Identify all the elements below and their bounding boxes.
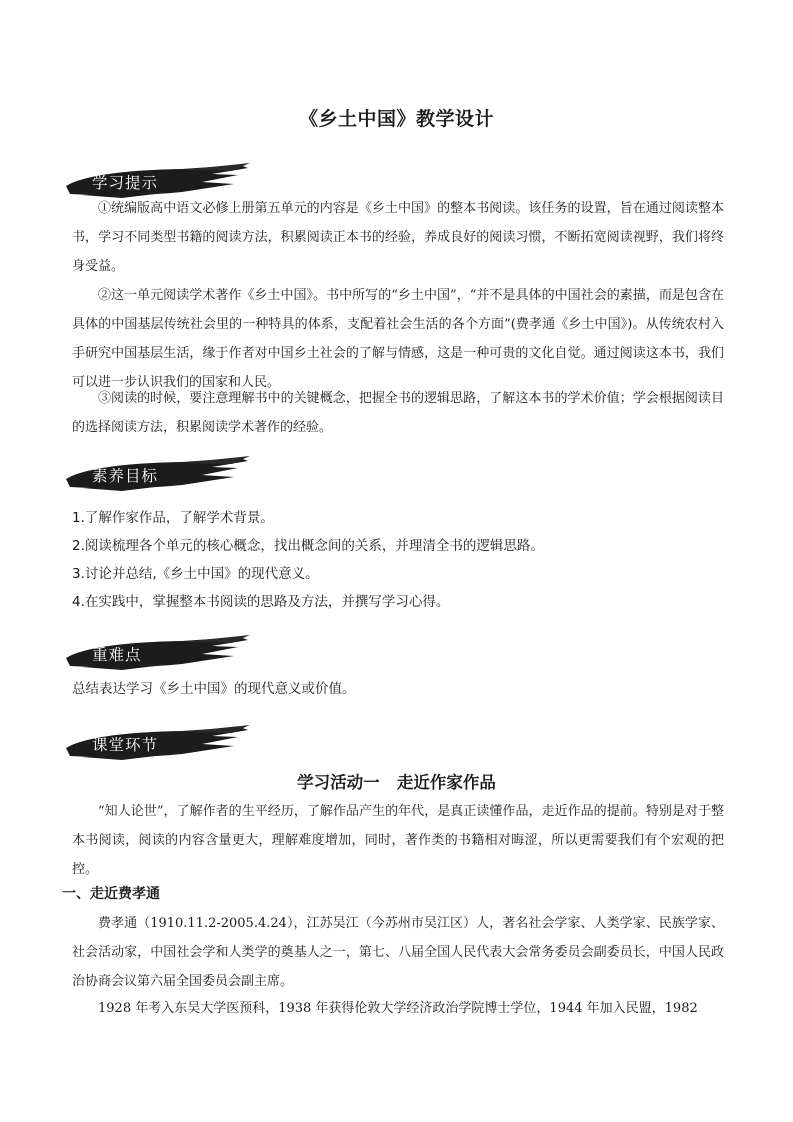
list-item: 4.在实践中，掌握整本书阅读的思路及方法，并撰写学习心得。 — [72, 594, 450, 610]
subheading-fei-xiaotong: 一、走近费孝通 — [62, 886, 160, 902]
section-banner-key-points — [62, 634, 252, 674]
document-title: 《乡土中国》教学设计 — [298, 108, 494, 130]
ink-brush-stroke-icon — [62, 634, 252, 674]
section-label-class-steps: 课堂环节 — [92, 736, 159, 754]
section-banner-goals — [62, 455, 252, 495]
activity-title: 学习活动一 走近作家作品 — [297, 773, 496, 792]
list-item: 3.讨论并总结,《乡土中国》的现代意义。 — [72, 566, 319, 582]
list-item: 1.了解作家作品，了解学术背景。 — [72, 510, 274, 526]
list-item: 2.阅读梳理各个单元的核心概念，找出概念间的关系，并理清全书的逻辑思路。 — [72, 538, 544, 554]
tips-paragraph-2: ②这一单元阅读学术著作《乡土中国》。书中所写的“乡土中国”，“并不是具体的中国社会的素描，而是包含在具体的中国基层传统社会里的一种特具的体系，支配着社会生活的各个方面”(费孝通《乡土中国》)。从传统农村入手研究中国基层生活，缘于作者对中国乡土社会的了解与情感，这是一种可贵的文化自觉。通过阅读这本书，我们可以进一步认识我们的国家和人民。 — [72, 288, 724, 390]
section-label-key-points: 重难点 — [92, 646, 142, 664]
section-label-goals: 素养目标 — [92, 467, 159, 485]
key-points-text: 总结表达学习《乡土中国》的现代意义或价值。 — [72, 681, 356, 697]
section-banner-class-steps — [62, 724, 252, 764]
tips-paragraph-3: ③阅读的时候，要注意理解书中的关键概念，把握全书的逻辑思路，了解这本书的学术价值；学会根据阅读目的选择阅读方法，积累阅读学术著作的经验。 — [72, 391, 724, 435]
activity-intro: “知人论世”，了解作者的生平经历，了解作品产生的年代，是真正读懂作品，走近作品的提前。特别是对于整本书阅读，阅读的内容含量更大，理解难度增加，同时，著作类的书籍相对晦涩，所以更需要我们有个宏观的把控。 — [72, 804, 724, 877]
bio-paragraph-1: 费孝通（1910.11.2-2005.4.24），江苏吴江（今苏州市吴江区）人，著名社会学家、人类学家、民族学家、社会活动家，中国社会学和人类学的奠基人之一，第七、八届全国人民代表大会常务委员会副委员长，中国人民政治协商会议第六届全国委员会副主席。 — [72, 916, 724, 989]
goals-list — [72, 504, 732, 616]
tips-paragraph-1: ①统编版高中语文必修上册第五单元的内容是《乡土中国》的整本书阅读。该任务的设置，旨在通过阅读整本书，学习不同类型书籍的阅读方法，积累阅读正本书的经验，养成良好的阅读习惯，不断拓宽阅读视野，我们将终身受益。 — [72, 201, 724, 274]
bio-paragraph-2: 1928 年考入东吴大学医预科，1938 年获得伦敦大学经济政治学院博士学位，1944 年加入民盟，1982 — [98, 1001, 698, 1016]
section-label-tips: 学习提示 — [92, 174, 159, 192]
